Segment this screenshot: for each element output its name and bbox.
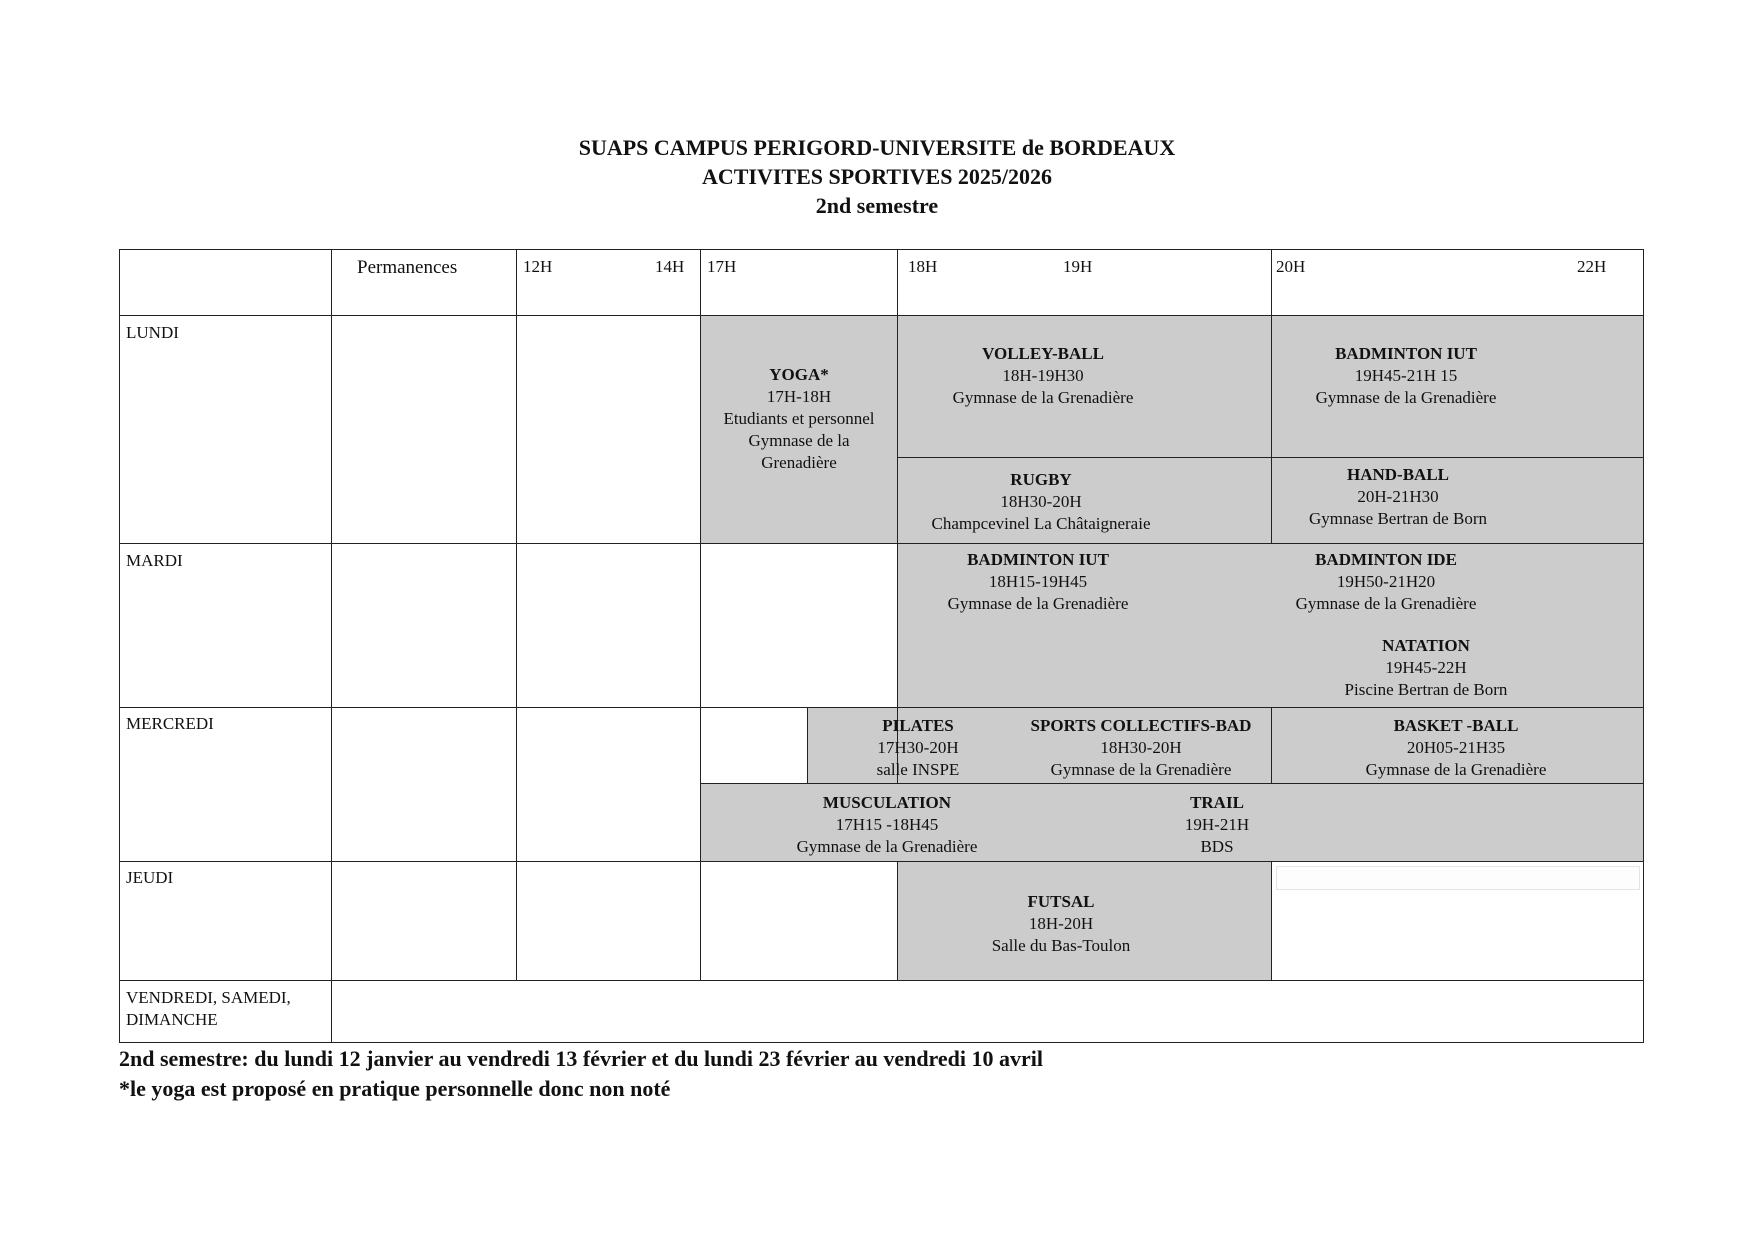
activity-name: NATATION <box>1382 636 1470 655</box>
mardi-row-line <box>119 707 1644 708</box>
activity-time: 18H30-20H <box>1000 492 1082 511</box>
activity-trail <box>1167 792 1267 858</box>
activity-badminton-iut-mardi <box>938 549 1138 615</box>
day-weekend-line1: VENDREDI, SAMEDI, <box>126 988 291 1007</box>
activity-futsal <box>961 891 1161 957</box>
permanences-column-line <box>516 249 517 981</box>
activity-time: 19H45-22H <box>1385 658 1467 677</box>
activity-name: YOGA* <box>769 365 829 384</box>
page-subtitle: ACTIVITES SPORTIVES 2025/2026 <box>701 164 1053 189</box>
activity-name: FUTSAL <box>1027 892 1095 911</box>
20h-column-line-b <box>1271 708 1272 784</box>
activity-name: MUSCULATION <box>822 793 952 812</box>
activity-time: 18H15-19H45 <box>988 572 1088 591</box>
activity-time: 19H50-21H20 <box>1336 572 1436 591</box>
activity-place: Gymnase de la Grenadière <box>1295 594 1477 613</box>
activity-place: Gymnase Bertran de Born <box>1309 509 1487 528</box>
activity-place: Salle du Bas-Toulon <box>991 936 1131 955</box>
activity-name: PILATES <box>882 716 954 735</box>
table-border-bottom <box>119 1042 1644 1043</box>
mercredi-split-line <box>701 783 1644 784</box>
activity-badminton-iut-lundi <box>1306 343 1506 409</box>
activity-basket-ball <box>1346 715 1566 781</box>
activity-time: 17H15 -18H45 <box>835 815 939 834</box>
header-19h: 19H <box>1063 257 1093 276</box>
jeudi-row-line <box>119 980 1644 981</box>
activity-time: 20H-21H30 <box>1357 487 1439 506</box>
lundi-row-line <box>119 543 1644 544</box>
activity-place: Gymnase de la Grenadière <box>952 388 1134 407</box>
header-20h: 20H <box>1276 257 1306 276</box>
activity-time: 20H05-21H35 <box>1406 738 1506 757</box>
day-jeudi: JEUDI <box>126 868 174 887</box>
activity-hand-ball <box>1298 464 1498 530</box>
pilates-column-line <box>807 708 808 784</box>
header-12h: 12H <box>523 257 553 276</box>
activity-place: Gymnase de la <box>748 431 850 450</box>
activity-time: 18H-19H30 <box>1002 366 1084 385</box>
mercredi-row-line <box>119 861 1644 862</box>
day-mercredi: MERCREDI <box>126 714 214 733</box>
midday-column-line <box>700 249 701 981</box>
activity-natation <box>1326 635 1526 701</box>
day-mardi: MARDI <box>126 551 183 570</box>
header-17h: 17H <box>707 257 737 276</box>
activity-name: TRAIL <box>1190 793 1244 812</box>
day-lundi: LUNDI <box>126 323 179 342</box>
header-permanences: Permanences <box>357 257 458 278</box>
activity-place: Gymnase de la Grenadière <box>1315 388 1497 407</box>
17h-column-line-b <box>897 862 898 981</box>
empty-field-box <box>1276 866 1640 890</box>
17h-column-line-a <box>897 249 898 784</box>
table-border-top <box>119 249 1644 250</box>
activity-time: 18H-20H <box>1028 914 1094 933</box>
activity-time: 17H30-20H <box>877 738 959 757</box>
activity-sports-collectifs-bad <box>1016 715 1266 781</box>
activity-name: SPORTS COLLECTIFS-BAD <box>1030 716 1252 735</box>
table-border-right <box>1643 249 1644 1043</box>
activity-badminton-ide <box>1286 549 1486 615</box>
activity-place: Gymnase de la Grenadière <box>1050 760 1232 779</box>
semester-dates-note: 2nd semestre: du lundi 12 janvier au vendredi 13 février et du lundi 23 février au vendredi 10 avril <box>119 1046 1044 1071</box>
activity-place: Gymnase de la Grenadière <box>947 594 1129 613</box>
activity-yoga <box>701 364 897 474</box>
activity-rugby <box>921 469 1161 535</box>
activity-info: Etudiants et personnel <box>723 409 875 428</box>
yoga-footnote: *le yoga est proposé en pratique personnelle donc non noté <box>119 1076 671 1101</box>
activity-place: BDS <box>1200 837 1234 856</box>
activity-pilates <box>843 715 993 781</box>
activity-musculation <box>777 792 997 858</box>
activity-name: BADMINTON IDE <box>1315 550 1457 569</box>
20h-column-line-c <box>1271 862 1272 981</box>
table-border-left <box>119 249 120 1043</box>
day-weekend-line2: DIMANCHE <box>126 1010 218 1029</box>
activity-place: Gymnase de la Grenadière <box>1365 760 1547 779</box>
semester-title: 2nd semestre <box>815 193 939 218</box>
activity-name: HAND-BALL <box>1346 465 1449 484</box>
activity-time: 19H-21H <box>1184 815 1250 834</box>
activity-name: BADMINTON IUT <box>1335 344 1477 363</box>
activity-name: BASKET -BALL <box>1393 716 1519 735</box>
20h-column-line-a <box>1271 249 1272 544</box>
activity-time: 18H30-20H <box>1100 738 1182 757</box>
activity-place: Piscine Bertran de Born <box>1344 680 1508 699</box>
header-18h: 18H <box>908 257 938 276</box>
activity-time: 17H-18H <box>766 387 832 406</box>
header-14h: 14H <box>655 257 685 276</box>
activity-place: salle INSPE <box>876 760 960 779</box>
activity-place: Champcevinel La Châtaigneraie <box>931 514 1151 533</box>
activity-name: BADMINTON IUT <box>967 550 1109 569</box>
activity-place: Grenadière <box>761 453 837 472</box>
activity-volley-ball <box>943 343 1143 409</box>
day-column-line <box>331 249 332 1043</box>
header-row-line <box>119 315 1644 316</box>
activity-name: RUGBY <box>1010 470 1072 489</box>
header-22h: 22H <box>1577 257 1607 276</box>
activity-time: 19H45-21H 15 <box>1354 366 1458 385</box>
activity-place: Gymnase de la Grenadière <box>796 837 978 856</box>
page-title: SUAPS CAMPUS PERIGORD-UNIVERSITE de BORDEAUX <box>578 135 1176 160</box>
activity-name: VOLLEY-BALL <box>982 344 1104 363</box>
